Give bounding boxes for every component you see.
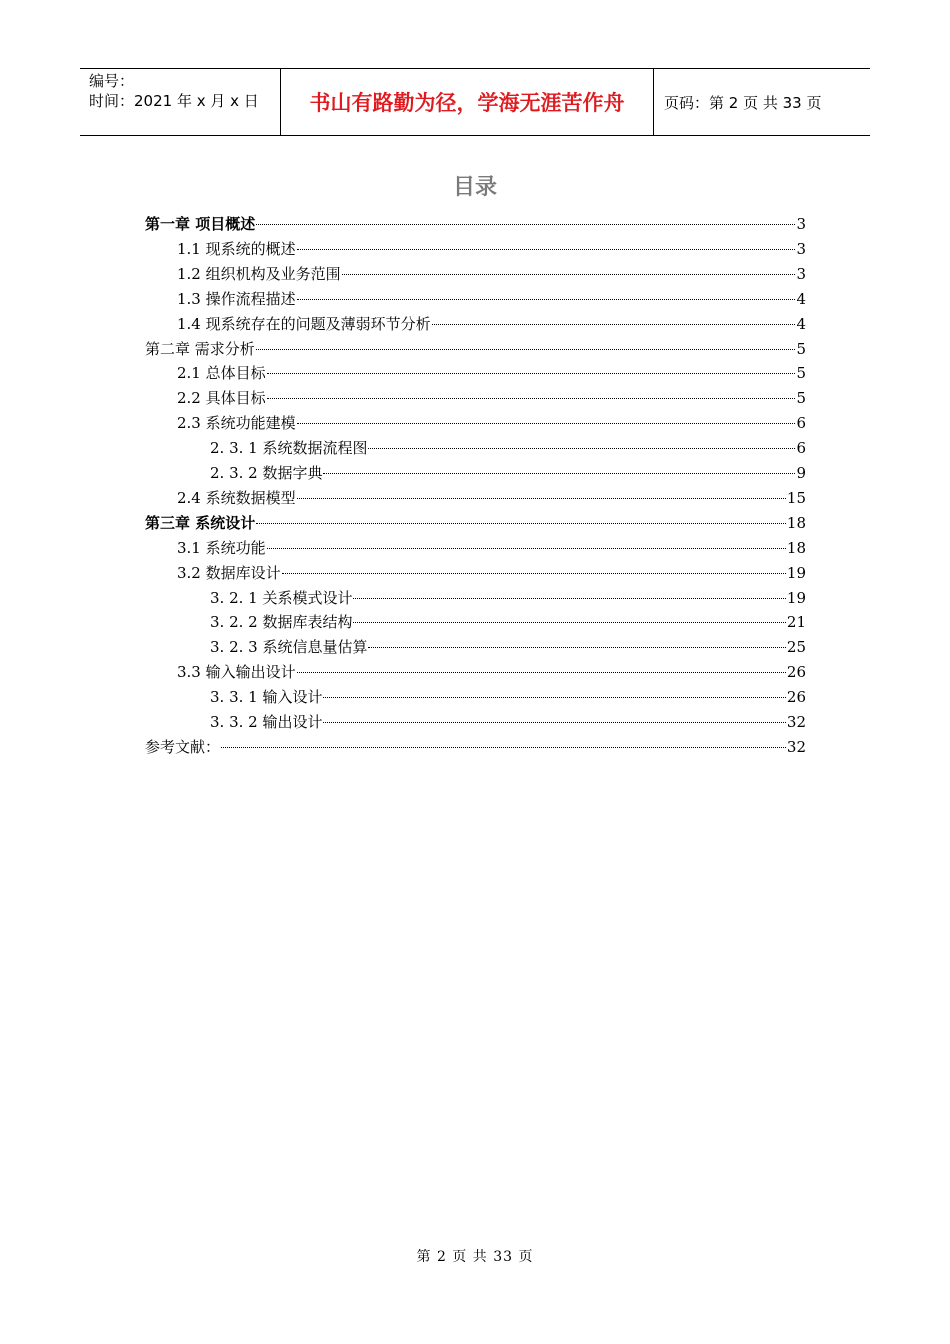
toc-entry-page: 21 (786, 613, 806, 632)
toc-entry[interactable] (210, 461, 806, 485)
toc-entry[interactable] (210, 610, 806, 634)
toc-entry-page: 26 (786, 663, 806, 682)
toc-entry[interactable] (210, 685, 806, 709)
toc-entry-page: 9 (796, 464, 806, 482)
toc-entry-page: 19 (786, 588, 806, 607)
toc-entry-page: 19 (786, 563, 806, 582)
toc-entry-page: 5 (796, 389, 806, 408)
toc-entry[interactable] (210, 635, 806, 659)
toc-leader-dots (342, 274, 796, 275)
toc-entry-label: 1.4 现系统存在的问题及薄弱环节分析 (177, 314, 431, 333)
toc-entry-label: 第一章 项目概述 (145, 215, 256, 233)
toc-leader-dots (221, 747, 786, 748)
toc-entry-label: 3. 2. 1 关系模式设计 (210, 588, 353, 607)
toc-entry-page: 4 (796, 314, 806, 333)
toc-entry[interactable] (145, 511, 806, 535)
toc-entry-label: 2. 3. 2 数据字典 (210, 464, 323, 482)
toc-leader-dots (297, 423, 796, 424)
toc-entry-label: 第二章 需求分析 (145, 339, 255, 358)
toc-entry[interactable] (177, 536, 806, 560)
toc-entry-page: 25 (786, 638, 806, 657)
toc-entry-page: 3 (796, 215, 806, 233)
toc-entry[interactable] (145, 212, 806, 236)
toc-entry-label: 3.3 输入输出设计 (177, 663, 296, 682)
toc-leader-dots (256, 224, 795, 225)
toc-leader-dots (353, 622, 785, 623)
toc-leader-dots (368, 647, 785, 648)
toc-entry-page: 32 (786, 737, 806, 756)
toc-entry-label: 2.4 系统数据模型 (177, 488, 296, 507)
toc-entry-label: 2.2 具体目标 (177, 389, 266, 408)
toc-entry[interactable] (145, 735, 806, 759)
toc-leader-dots (267, 398, 796, 399)
toc-entry-label: 3.2 数据库设计 (177, 563, 281, 582)
header-motto: 书山有路勤为径，学海无涯苦作舟 (281, 69, 654, 135)
toc-entry-label: 第三章 系统设计 (145, 513, 256, 532)
toc-entry-page: 3 (796, 264, 806, 283)
toc-entry[interactable] (145, 337, 806, 361)
toc-entry-page: 5 (796, 339, 806, 358)
toc-entry-page: 5 (796, 364, 806, 383)
toc-entry-label: 1.2 组织机构及业务范围 (177, 264, 341, 283)
toc-leader-dots (256, 523, 786, 524)
toc-entry-label: 3. 3. 2 输出设计 (210, 713, 323, 731)
toc-leader-dots (267, 373, 796, 374)
toc-leader-dots (297, 672, 786, 673)
toc-leader-dots (297, 249, 796, 250)
toc-entry[interactable] (177, 486, 806, 510)
toc-entry[interactable] (177, 561, 806, 585)
toc-entry-label: 1.3 操作流程描述 (177, 289, 296, 308)
toc-entry-label: 2. 3. 1 系统数据流程图 (210, 439, 368, 458)
toc-entry-label: 3.1 系统功能 (177, 538, 266, 557)
toc-entry-label: 3. 3. 1 输入设计 (210, 688, 323, 707)
time-label: 时间：2021 年 x 月 x 日 (89, 92, 259, 110)
toc-leader-dots (267, 548, 786, 549)
toc-entry-label: 3. 2. 3 系统信息量估算 (210, 638, 368, 657)
toc-entry[interactable] (210, 710, 806, 734)
page-title: 目录 (452, 175, 497, 200)
toc-leader-dots (323, 697, 785, 698)
header-meta (80, 69, 281, 135)
page-header (80, 68, 870, 136)
toc-entry[interactable] (177, 660, 806, 684)
toc-leader-dots (297, 299, 796, 300)
toc-entry[interactable] (210, 436, 806, 460)
number-label: 编号： (89, 72, 135, 90)
toc-entry[interactable] (177, 361, 806, 385)
toc-entry-page: 4 (796, 289, 806, 308)
toc-entry[interactable] (177, 262, 806, 286)
toc-entry[interactable] (210, 586, 806, 610)
toc-entry-page: 3 (796, 239, 806, 258)
toc-leader-dots (282, 573, 786, 574)
toc-entry[interactable] (177, 287, 806, 311)
header-page-info: 页码：第 2 页 共 33 页 (664, 93, 822, 112)
toc-entry-page: 18 (786, 538, 806, 557)
toc-entry[interactable] (177, 386, 806, 410)
toc-entry[interactable] (177, 411, 806, 435)
toc-leader-dots (432, 324, 796, 325)
toc-entry-page: 18 (786, 513, 806, 532)
toc-entry-page: 6 (796, 414, 806, 433)
toc-leader-dots (323, 473, 795, 474)
toc-entry-label: 2.3 系统功能建模 (177, 414, 296, 433)
page-footer: 第 2 页 共 33 页 (416, 1249, 534, 1265)
toc-leader-dots (353, 598, 785, 599)
toc-entry-page: 26 (786, 688, 806, 707)
toc-entry-page: 6 (796, 439, 806, 458)
toc-entry-label: 1.1 现系统的概述 (177, 239, 296, 258)
toc-entry-label: 参考文献： (145, 737, 221, 756)
toc-entry[interactable] (177, 237, 806, 261)
toc-entry-label: 2.1 总体目标 (177, 364, 266, 383)
toc-entry-page: 32 (786, 713, 806, 731)
toc-entry-page: 15 (786, 488, 806, 507)
toc-leader-dots (297, 498, 786, 499)
toc-entry-label: 3. 2. 2 数据库表结构 (210, 613, 353, 632)
toc-entry[interactable] (177, 312, 806, 336)
toc-leader-dots (368, 448, 795, 449)
toc-leader-dots (256, 349, 796, 350)
toc-leader-dots (323, 722, 785, 723)
